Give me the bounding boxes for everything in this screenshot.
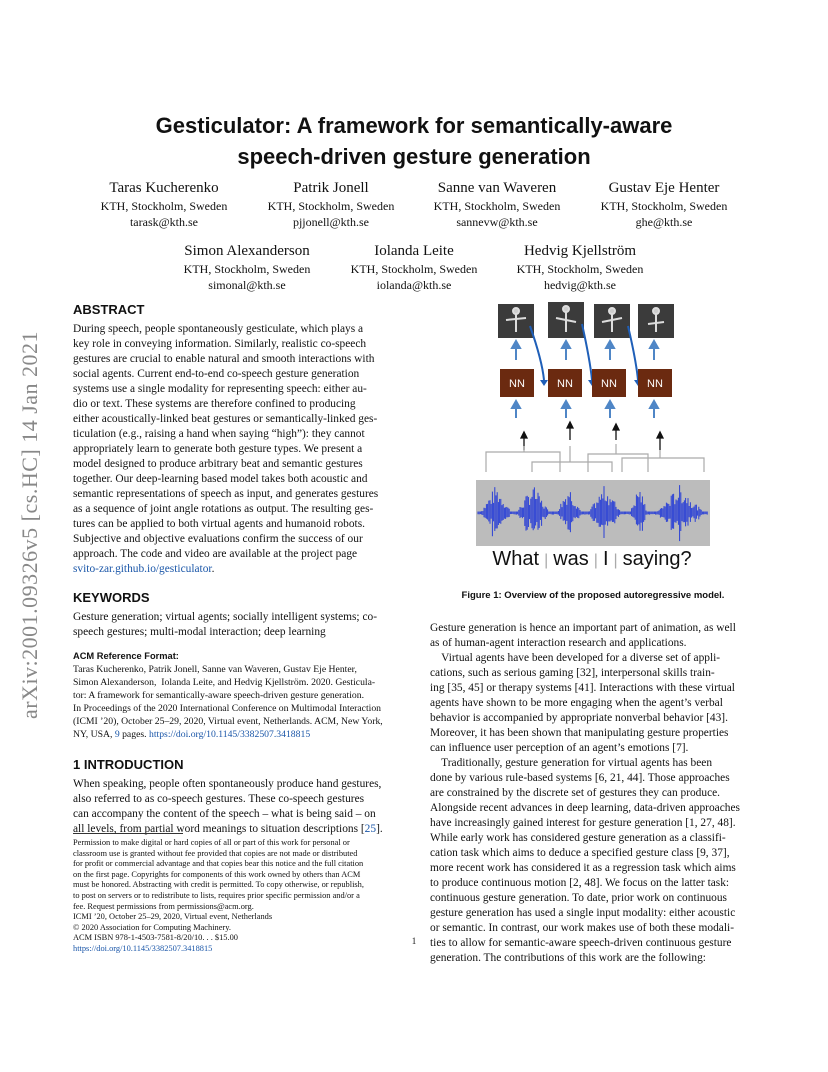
body-line: to produce continuous motion [2, 48]. We focus on the latter task:: [430, 877, 730, 889]
abstract-line: Subjective and objective evaluations confirm the success of our: [73, 533, 363, 545]
transcript: [472, 548, 712, 571]
body-line: While early work has considered gesture generation as a classifi-: [430, 832, 726, 844]
abstract-line: tures can be applied to both virtual agents and humanoid robots.: [73, 518, 365, 530]
abstract-line: key role in conveying information. Similarly, realistic co-speech: [73, 338, 367, 350]
author-name: Simon Alexanderson: [184, 243, 310, 259]
project-page-link[interactable]: svito-zar.github.io/gesticulator: [73, 563, 212, 575]
body-line: Virtual agents have been developed for a diverse set of appli-: [430, 652, 721, 664]
author-email: pjjonell@kth.se: [292, 215, 370, 229]
abstract-link-line: [73, 562, 399, 577]
abstract-line: model designed to produce arbitrary beat and semantic gestures: [73, 458, 363, 470]
acm-ref-line: tor: A framework for semantically-aware speech-driven gesture generation.: [73, 690, 365, 701]
author-name: Sanne van Waveren: [437, 180, 557, 196]
author-block: [236, 179, 426, 230]
body-line: more recent work has considered it as a regression task which aims: [430, 862, 736, 874]
acm-ref-body: [73, 663, 399, 728]
footnote-line: © 2020 Association for Computing Machinery.: [73, 922, 231, 932]
abstract-line: together. Our deep-learning based model takes both acoustic and: [73, 473, 368, 485]
body-line: generation. The contributions of this work are the following:: [430, 952, 706, 964]
body-line: cations, such as serious gaming [32], interpersonal skills train-: [430, 667, 715, 679]
title-line-2: speech-driven gesture generation: [237, 144, 591, 169]
body-line: continuous gesture generation. To date, prior work on continuous: [430, 892, 727, 904]
author-name: Patrik Jonell: [293, 180, 369, 196]
transcript-word: I: [602, 548, 609, 570]
body-line: Gesture generation is hence an important part of animation, as well: [430, 622, 736, 634]
body-line: have increasingly gained interest for gesture generation [1, 27, 48].: [430, 817, 736, 829]
acm-doi-link[interactable]: https://doi.org/10.1145/3382507.3418815: [148, 729, 311, 740]
intro-text: all levels, from partial word meanings to situation descriptions [: [73, 823, 365, 835]
body-line: are constrained by the discrete set of gestures they can produce.: [430, 787, 721, 799]
pages-link[interactable]: 9: [114, 729, 120, 740]
footnote-line: ACM ISBN 978-1-4503-7581-8/20/10. . . $15.00: [73, 933, 238, 943]
author-block: [319, 242, 509, 293]
abstract-line: ticulation (e.g., raising a hand when saying “high”): they cannot: [73, 428, 365, 440]
footnote-line: to post on servers or to redistribute to lists, requires prior specific permission and/or a: [73, 890, 360, 900]
author-affiliation: KTH, Stockholm, Sweden: [433, 199, 561, 213]
body-line: Moreover, it has been shown that manipulating gesture properties: [430, 727, 729, 739]
footnote-separator: [73, 833, 183, 834]
footnote-line: fee. Request permissions from permissions@acm.org.: [73, 901, 254, 911]
abstract-line: either acoustically-linked beat gestures or semantically-linked ges-: [73, 413, 378, 425]
abstract-line: as a sequence of joint angle rotations as output. The resulting ges-: [73, 503, 374, 515]
body-line: cation task which aims to deduce a specified gesture class [9, 37],: [430, 847, 730, 859]
nn-label: NN: [557, 378, 573, 390]
abstract-period: .: [211, 563, 215, 575]
author-email: iolanda@kth.se: [376, 278, 452, 292]
acm-ref-line: (ICMI ’20), October 25–29, 2020, Virtual event, Netherlands. ACM, New York,: [73, 716, 383, 727]
arxiv-stamp-text: arXiv:2001.09326v5 [cs.HC] 14 Jan 2021: [17, 330, 42, 720]
acm-ref-line: In Proceedings of the 2020 International Conference on Multimodal Interaction: [73, 703, 382, 714]
footnote-line: must be honored. Abstracting with credit is permitted. To copy otherwise, or republish,: [73, 880, 364, 890]
author-block: [69, 179, 259, 230]
abstract-line: appropriately learn to generate both gesture types. We present a: [73, 443, 363, 455]
intro-line: also referred to as co-speech gestures. These co-speech gestures: [73, 793, 365, 805]
word-separator: |: [613, 552, 618, 569]
intro-last-line: [73, 822, 399, 837]
output-arrows: [512, 341, 658, 360]
paper-title: [0, 110, 828, 172]
intro-heading: 1 INTRODUCTION: [73, 757, 184, 772]
keywords-body: [73, 610, 399, 640]
abstract-line: gestures are crucial to enable natural and smooth interactions with: [73, 353, 375, 365]
intro-line: When speaking, people often spontaneously produce hand gestures,: [73, 778, 382, 790]
body-line: behavior is accompanied by appropriate nonverbal behavior [43].: [430, 712, 728, 724]
author-email: tarask@kth.se: [129, 215, 199, 229]
character-frames: [498, 302, 674, 338]
body-line: or semantic. In contrast, our work makes use of both these modali-: [430, 922, 734, 934]
abstract-heading: ABSTRACT: [73, 302, 145, 317]
body-line: Alongside recent advances in deep learning, data-driven approaches: [430, 802, 740, 814]
keywords-heading: KEYWORDS: [73, 590, 150, 605]
body-line: gesture generation has used a single input modality: either acoustic: [430, 907, 736, 919]
left-column: [73, 302, 399, 837]
author-block: [402, 179, 592, 230]
body-line: as of human-agent interaction research and applications.: [430, 637, 687, 649]
abstract-line: systems use a single modality for representing speech: either au-: [73, 383, 367, 395]
acm-ref-line: Taras Kucherenko, Patrik Jonell, Sanne van Waveren, Gustav Eje Henter,: [73, 664, 357, 675]
author-affiliation: KTH, Stockholm, Sweden: [100, 199, 228, 213]
acm-ref-text: pages.: [119, 729, 149, 740]
author-block: [485, 242, 675, 293]
figure-1: [472, 300, 712, 585]
author-affiliation: KTH, Stockholm, Sweden: [267, 199, 395, 213]
intro-text: ].: [376, 823, 383, 835]
nn-boxes: [500, 369, 672, 397]
transcript-word: What: [492, 548, 540, 570]
intro-line: can accompany the content of the speech – what is being said – on: [73, 808, 376, 820]
nn-label: NN: [509, 378, 525, 390]
transcript-word: saying?: [622, 548, 692, 570]
arxiv-stamp: [4, 290, 56, 760]
body-line: ing [35, 45] or therapy systems [41]. Interactions with these virtual: [430, 682, 735, 694]
text-feature-arrows: [521, 422, 663, 450]
page-number: 1: [411, 936, 417, 946]
word-separator: |: [593, 552, 598, 569]
nn-label: NN: [601, 378, 617, 390]
title-line-1: Gesticulator: A framework for semantically-aware: [155, 113, 673, 138]
abstract-line: During speech, people spontaneously gesticulate, which plays a: [73, 323, 364, 335]
body-line: ties to allow for semantic-aware speech-driven continuous gesture: [430, 937, 732, 949]
author-affiliation: KTH, Stockholm, Sweden: [600, 199, 728, 213]
acm-ref-heading: ACM Reference Format:: [73, 651, 179, 661]
acm-ref-line: Simon Alexanderson, Iolanda Leite, and Hedvig Kjellström. 2020. Gesticula-: [73, 677, 376, 688]
nn-label: NN: [647, 378, 663, 390]
keywords-line: Gesture generation; virtual agents; socially intelligent systems; co-: [73, 611, 377, 623]
author-affiliation: KTH, Stockholm, Sweden: [183, 262, 311, 276]
figure-caption: Figure 1: Overview of the proposed autoregressive model.: [461, 590, 725, 601]
right-column: [430, 621, 756, 966]
author-email: ghe@kth.se: [635, 215, 693, 229]
abstract-line: dio or text. These systems are therefore confined to producing: [73, 398, 356, 410]
abstract-line: semantic representations of speech as input, and generates gestures: [73, 488, 379, 500]
author-name: Hedvig Kjellström: [523, 243, 637, 259]
author-block: [152, 242, 342, 293]
footnote-line: on the first page. Copyrights for components of this work owned by others than ACM: [73, 869, 361, 879]
body-line: Traditionally, gesture generation for virtual agents has been: [430, 757, 713, 769]
footnote-line: for profit or commercial advantage and that copies bear this notice and the full citation: [73, 859, 364, 869]
author-email: simonal@kth.se: [208, 278, 286, 292]
author-affiliation: KTH, Stockholm, Sweden: [516, 262, 644, 276]
author-block: [569, 179, 759, 230]
abstract-body: [73, 322, 399, 562]
author-email: sannevw@kth.se: [456, 215, 538, 229]
body-line: agents have shown to be more engaging when the agent’s verbal: [430, 697, 723, 709]
footnote-line: ICMI ’20, October 25–29, 2020, Virtual event, Netherlands: [73, 912, 273, 922]
citation-link[interactable]: 25: [364, 823, 377, 835]
intro-body: [73, 777, 399, 822]
input-arrows: [512, 401, 658, 418]
abstract-line: social agents. Current end-to-end co-speech gesture generation: [73, 368, 360, 380]
alignment-bracket: [486, 444, 704, 472]
footnote-doi-link[interactable]: https://doi.org/10.1145/3382507.3418815: [73, 943, 213, 953]
author-name: Iolanda Leite: [374, 243, 454, 259]
keywords-line: speech gestures; multi-modal interaction; deep learning: [73, 626, 326, 638]
transcript-word: was: [553, 548, 589, 570]
author-affiliation: KTH, Stockholm, Sweden: [350, 262, 478, 276]
author-name: Gustav Eje Henter: [608, 180, 720, 196]
author-name: Taras Kucherenko: [109, 180, 219, 196]
abstract-line: approach. The code and video are available at the project page: [73, 548, 358, 560]
footnote-line: classroom use is granted without fee provided that copies are not made or distributed: [73, 848, 358, 858]
figure-1-diagram: [472, 300, 712, 585]
acm-ref-text: NY, USA,: [73, 729, 115, 740]
body-line: can influence user perception of an agent’s emotions [7].: [430, 742, 689, 754]
body-line: done by various rule-based systems [6, 21, 44]. Those approaches: [430, 772, 730, 784]
author-email: hedvig@kth.se: [543, 278, 617, 292]
footnote-line: Permission to make digital or hard copies of all or part of this work for personal or: [73, 838, 350, 847]
footnote-body: [73, 838, 399, 944]
word-separator: |: [544, 552, 549, 569]
acm-ref-last-line: [73, 728, 399, 741]
